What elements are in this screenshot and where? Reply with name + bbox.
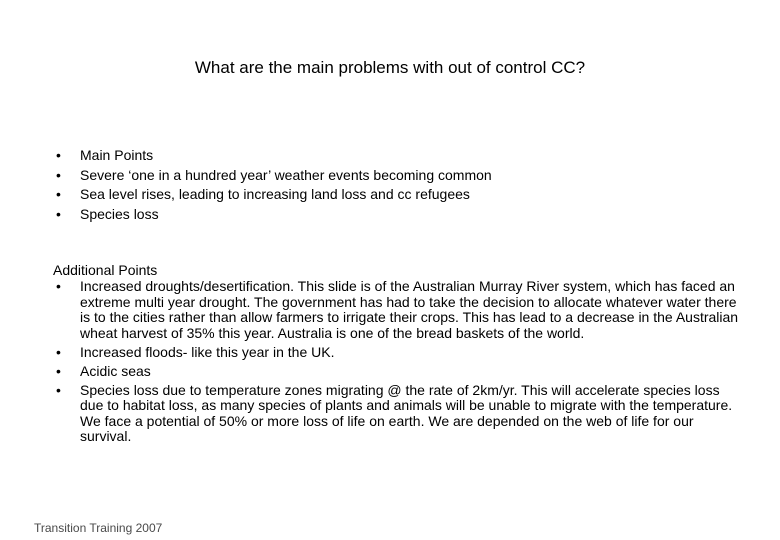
list-item [52,166,752,186]
list-item-text: Increased droughts/desertification. This slide is of the Australian Murray River system, which has faced an extreme multi year drought. The government has had to take the decision to allocate whatever water there is to the cities rather than allow farmers to irrigate their crops. This has lead to a decrease in the Australian wheat harvest of 35% this year. Australia is one of the bread baskets of the world. [80,278,739,341]
list-item-text: Severe ‘one in a hundred year’ weather events becoming common [80,166,492,183]
list-item-text: Species loss due to temperature zones migrating @ the rate of 2km/yr. This will accelerate species loss due to habitat loss, as many species of plants and animals will be unable to migrate with the temperature. We face a potential of 50% or more loss of life on earth. We are depended on the web of life for our survival. [80,381,733,444]
bullet: • [56,343,61,360]
bullet: • [56,381,61,398]
list-item [53,345,743,361]
footer-credit: Transition Training 2007 [34,521,163,535]
list-item [53,383,743,445]
bullet: • [56,147,61,163]
bullet: • [56,205,61,222]
list-item-text: Acidic seas [80,362,151,379]
list-item [53,279,743,341]
bullet: • [56,186,61,202]
additional-points-heading: Additional Points [53,262,158,278]
list-item [53,364,743,380]
bullet: • [56,166,61,183]
list-item-text: Main Points [80,147,154,163]
list-item-text: Sea level rises, leading to increasing land loss and cc refugees [80,186,470,202]
additional-points-list [53,279,743,448]
main-points-list [52,146,752,224]
list-item [52,185,752,205]
bullet: • [56,362,61,379]
list-item-text: Species loss [80,205,159,222]
slide-title: What are the main problems with out of control CC? [194,58,586,77]
list-item-text: Increased floods- like this year in the UK. [80,343,335,360]
list-item [52,205,752,225]
list-item [52,146,752,166]
bullet: • [56,278,61,294]
